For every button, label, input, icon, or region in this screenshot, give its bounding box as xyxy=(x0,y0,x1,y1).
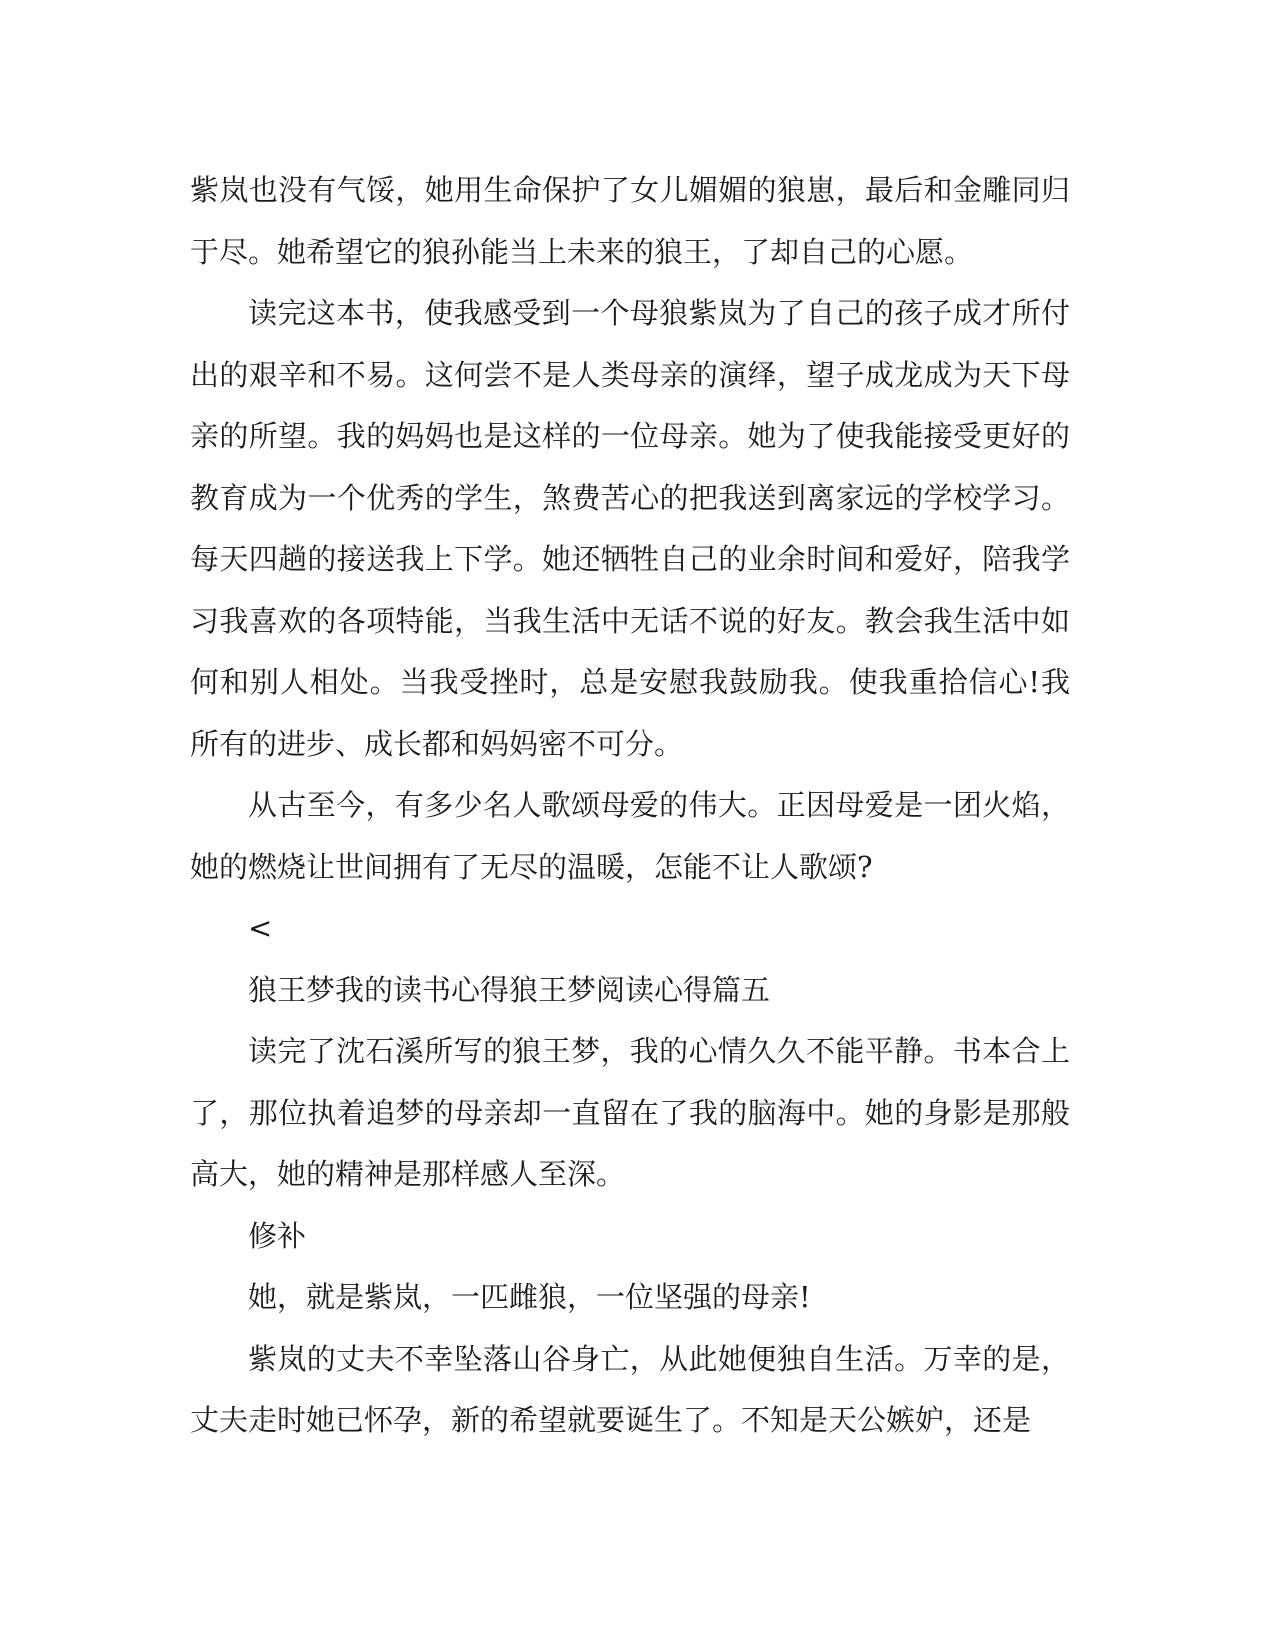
paragraph: 她，就是紫岚，一匹雌狼，一位坚强的母亲! xyxy=(248,1280,811,1314)
paragraph: < xyxy=(248,911,273,945)
paragraph: 读完这本书，使我感受到一个母狼紫岚为了自己的孩子成才所付出的艰辛和不易。这何尝不是人类母亲的演绎，望子成龙成为天下母亲的所望。我的妈妈也是这样的一位母亲。她为了使我能接受更好的教育成为一个优秀的学生，煞费苦心的把我送到离家远的学校学习。每天四趟的接送我上下学。她还牺牲自己的业余时间和爱好，陪我学习我喜欢的各项特能，当我生活中无话不说的好友。教会我生活中如何和别人相处。当我受挫时，总是安慰我鼓励我。使我重拾信心!我所有的进步、成长都和妈妈密不可分。 xyxy=(190,296,1070,761)
paragraph: 修补 xyxy=(248,1218,307,1253)
paragraph: 紫岚也没有气馁，她用生命保护了女儿媚媚的狼崽，最后和金雕同归于尽。她希望它的狼孙能当上未来的狼王，了却自己的心愿。 xyxy=(190,173,1070,269)
paragraph: 紫岚的丈夫不幸坠落山谷身亡，从此她便独自生活。万幸的是，丈夫走时她已怀孕，新的希望就要诞生了。不知是天公嫉妒，还是 xyxy=(190,1341,1070,1437)
paragraph: 从古至今，有多少名人歌颂母爱的伟大。正因母爱是一团火焰，她的燃烧让世间拥有了无尽的温暖，怎能不让人歌颂? xyxy=(190,788,1070,884)
section-heading: 狼王梦我的读书心得狼王梦阅读心得篇五 xyxy=(248,972,771,1007)
paragraph: 读完了沈石溪所写的狼王梦，我的心情久久不能平静。书本合上了，那位执着追梦的母亲却一直留在了我的脑海中。她的身影是那般高大，她的精神是那样感人至深。 xyxy=(190,1034,1070,1191)
document-body xyxy=(190,160,1070,1452)
